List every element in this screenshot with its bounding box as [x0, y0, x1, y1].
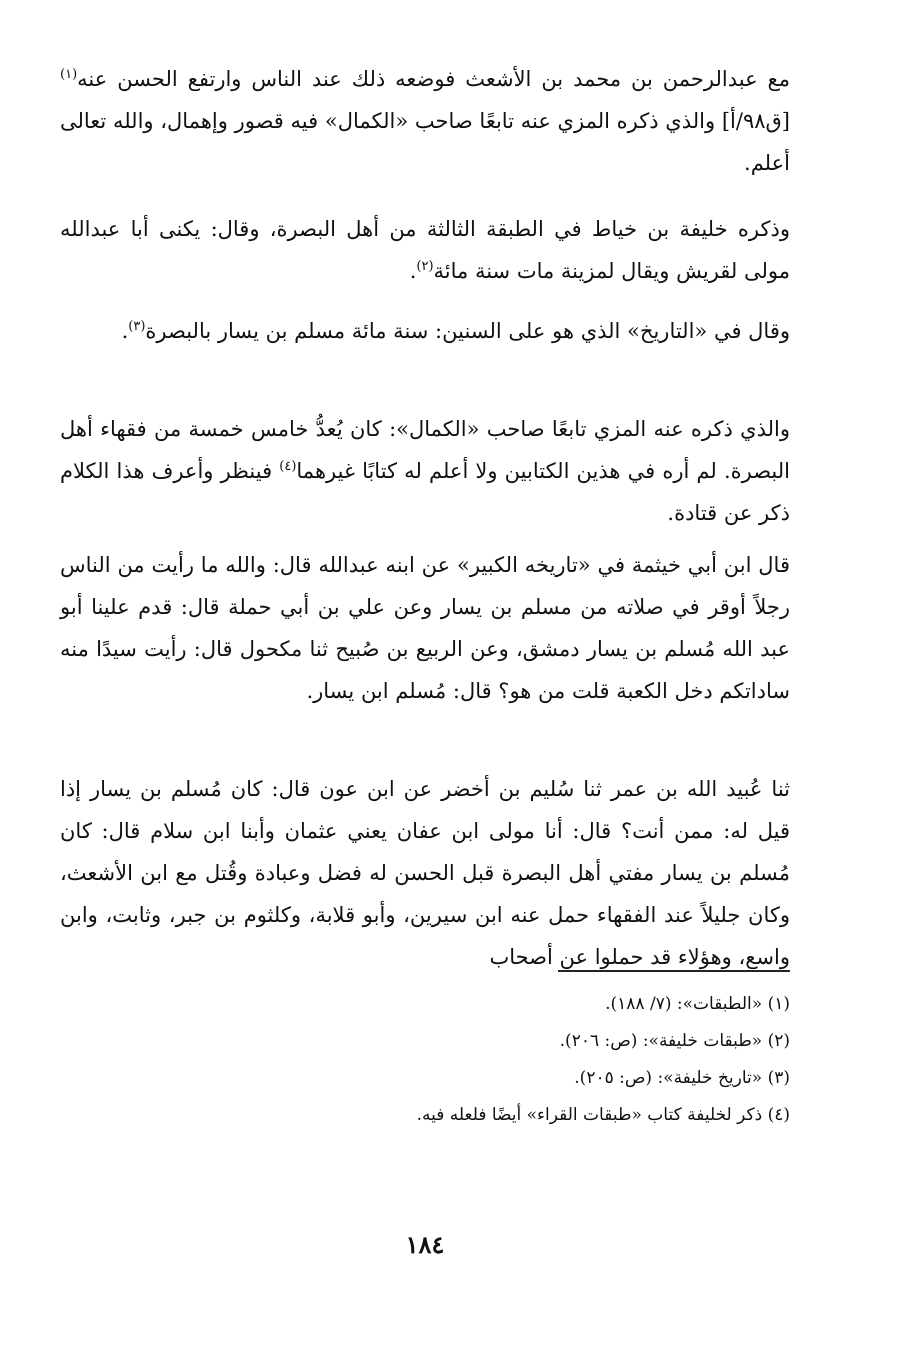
paragraph-1: [60, 58, 790, 184]
footnote-3: (٣) «تاريخ خليفة»: (ص: ٢٠٥).: [574, 1068, 790, 1088]
paragraph-2-text-b: .: [409, 259, 417, 283]
page-number: ١٨٤: [405, 1230, 445, 1259]
paragraph-4-text-a: والذي ذكره عنه المزي تابعًا صاحب «الكمال»: كان يُعدُّ خامس خمسة من فقهاء أهل البصرة. لم أره في هذين الكتابين ولا أعلم له كتابًا غيرهما: [60, 417, 790, 483]
paragraph-6: ثنا عُبيد الله بن عمر ثنا سُليم بن أخضر عن ابن عون قال: كان مُسلم بن يسار إذا قيل له: ممن أنت؟ قال: أنا مولى ابن عفان يعني عثمان وأبنا ابن سلام قال: كان مُسلم بن يسار مفتي أهل البصرة قبل الحسن له فضل وعبادة وقُتل مع ابن الأشعث، وكان جليلاً عند الفقهاء حمل عنه ابن سيرين، وأبو قلابة، وكلثوم بن جبر، وثابت، وابن واسع، وهؤلاء قد حملوا عن أصحاب: [60, 777, 790, 969]
footnote-divider: [558, 970, 790, 972]
footnote-ref-3: (٣): [128, 319, 146, 334]
footnote-ref-4: (٤): [279, 459, 297, 474]
paragraph-2-text-a: وذكره خليفة بن خياط في الطبقة الثالثة من أهل البصرة، وقال: يكنى أبا عبدالله مولى لقريش ويقال لمزينة مات سنة مائة: [60, 217, 790, 283]
paragraph-2: [60, 208, 790, 292]
book-page: [60, 58, 790, 1318]
paragraph-4-text-b: فينظر وأعرف هذا الكلام ذكر عن قتادة.: [60, 459, 790, 525]
paragraph-5: قال ابن أبي خيثمة في «تاريخه الكبير» عن ابنه عبدالله قال: والله ما رأيت من الناس رجلاً أوقر في صلاته من مسلم بن يسار وعن علي بن أبي حملة قال: قدم علينا أبو عبد الله مُسلم بن يسار دمشق، وعن الربيع بن صُبيح ثنا مكحول قال: رأيت سيدًا منه ساداتكم دخل الكعبة قلت من هو؟ قال: مُسلم ابن يسار.: [60, 553, 790, 703]
paragraph-1-text-b: [ق٩٨/أ] والذي ذكره المزي عنه تابعًا صاحب «الكمال» فيه قصور وإهمال، والله تعالى أعلم.: [60, 109, 790, 175]
footnote-ref-2: (٢): [416, 259, 434, 274]
paragraph-3-text-b: .: [121, 319, 129, 343]
footnote-4: (٤) ذكر لخليفة كتاب «طبقات القراء» أيضًا فلعله فيه.: [416, 1105, 790, 1125]
paragraph-4: [60, 408, 790, 534]
footnote-2: (٢) «طبقات خليفة»: (ص: ٢٠٦).: [559, 1031, 790, 1051]
paragraph-3: [60, 310, 790, 352]
paragraph-1-text-a: مع عبدالرحمن بن محمد بن الأشعث فوضعه ذلك عند الناس وارتفع الحسن عنه: [77, 67, 790, 91]
footnote-1: (١) «الطبقات»: (٧/ ١٨٨).: [605, 994, 790, 1014]
footnotes-section: [60, 986, 790, 1134]
footnote-ref-1: (١): [60, 67, 78, 82]
paragraph-3-text-a: وقال في «التاريخ» الذي هو على السنين: سنة مائة مسلم بن يسار بالبصرة: [145, 319, 790, 343]
